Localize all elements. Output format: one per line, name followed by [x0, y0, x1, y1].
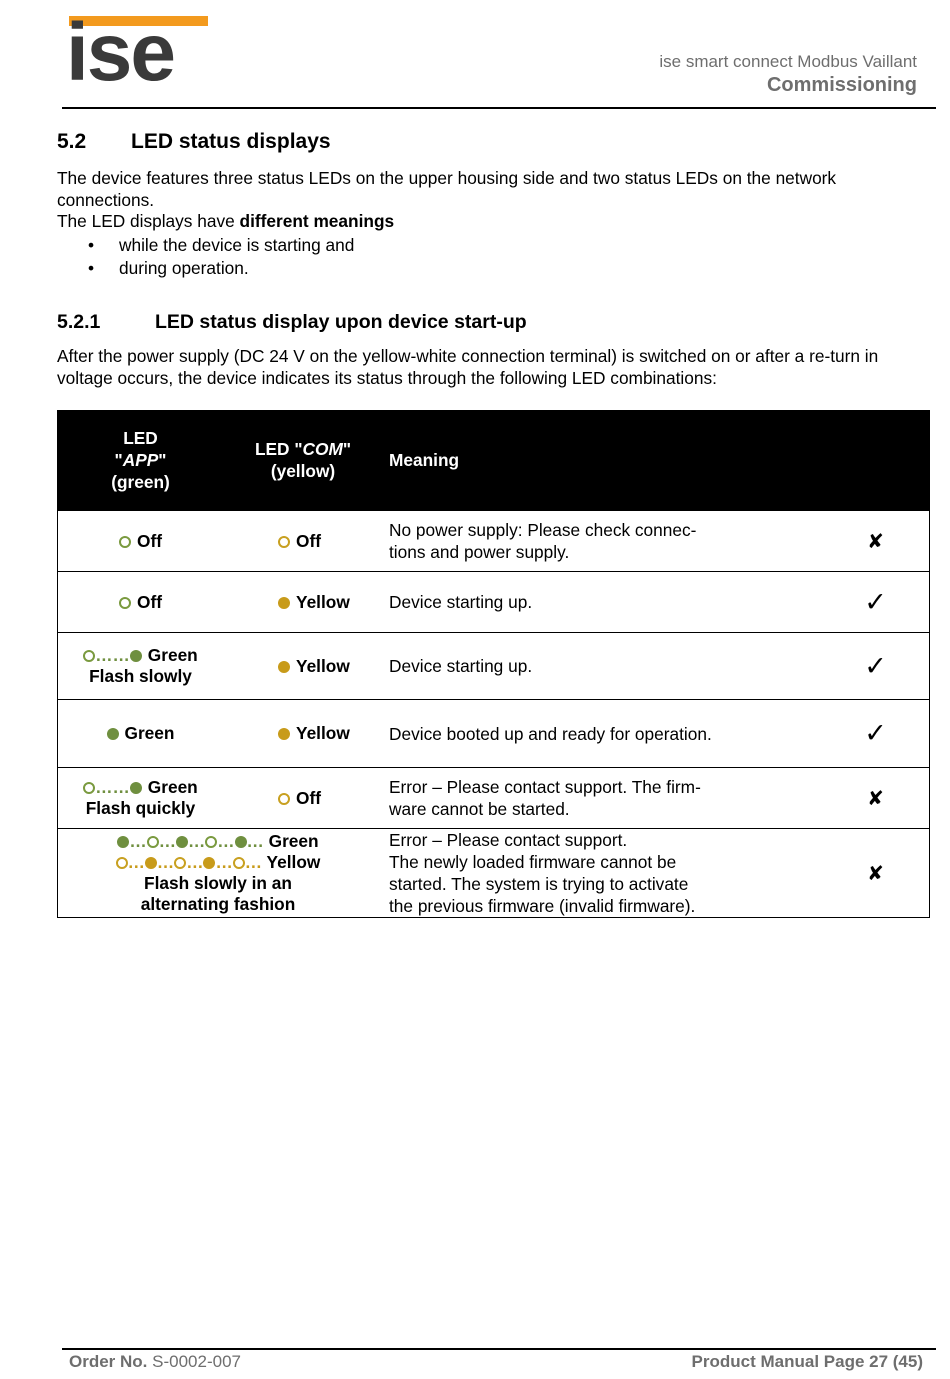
flash-dots: …	[158, 831, 176, 851]
status-cell	[822, 633, 930, 700]
cross-icon: ✘	[867, 862, 884, 885]
meaning-cell	[383, 572, 822, 633]
app-cell	[58, 768, 224, 829]
flash-dots: …	[244, 852, 263, 872]
column-header-meaning: Meaning	[383, 410, 822, 511]
meaning-line: started. The system is trying to activate	[389, 874, 689, 894]
list-item	[57, 257, 354, 280]
app-header-line-3: (green)	[111, 472, 170, 492]
led-off-icon	[205, 836, 217, 848]
flash-dots: ……	[95, 645, 130, 665]
com-state: Yellow	[296, 723, 350, 743]
flash-dots: ……	[95, 777, 130, 797]
app-cell	[58, 700, 224, 768]
section-number: 5.2	[57, 130, 87, 153]
flash-dots: …	[186, 852, 204, 872]
chapter-name: Commissioning	[766, 74, 917, 96]
yellow-label: Yellow	[266, 852, 321, 872]
column-header-com	[223, 410, 383, 511]
footer-divider	[62, 1348, 936, 1350]
meaning-cell	[383, 633, 822, 700]
intro-line-1: The device features three status LEDs on the upper housing side and two status LEDs on the network connections.	[57, 168, 837, 210]
led-off-icon	[119, 597, 131, 609]
led-green-icon	[130, 782, 142, 794]
subsection-text: After the power supply (DC 24 V on the yellow-white connection terminal) is switched on or after a re-turn in voltage occurs, the device indicates its status through the following LED combinations:	[57, 346, 879, 388]
table-row	[58, 700, 930, 768]
status-cell	[822, 829, 930, 918]
meaning-line: ware cannot be started.	[389, 799, 570, 819]
led-green-icon	[130, 650, 142, 662]
led-off-icon	[278, 536, 290, 548]
led-off-icon	[147, 836, 159, 848]
com-cell	[223, 511, 383, 572]
led-off-icon	[174, 857, 186, 869]
com-header-prefix: LED "	[254, 439, 303, 459]
meaning-line: No power supply: Please check connec-	[389, 520, 697, 540]
page-info: Product Manual Page 27 (45)	[691, 1352, 923, 1371]
led-yellow-icon	[203, 857, 215, 869]
flash-dots: …	[156, 852, 175, 872]
meaning-cell	[383, 768, 822, 829]
green-pattern	[58, 831, 338, 852]
led-yellow-icon	[278, 728, 290, 740]
led-green-icon	[107, 728, 119, 740]
order-value: S-0002-007	[152, 1352, 241, 1371]
meaning-line: the previous firmware (invalid firmware).	[389, 896, 696, 916]
list-item	[57, 234, 354, 257]
section-heading	[57, 130, 331, 154]
led-status-table	[57, 410, 930, 918]
flash-mode: Flash slowly in an	[144, 873, 292, 893]
led-green-icon	[235, 836, 247, 848]
meaning-cell	[383, 700, 822, 768]
meaning-line: Device booted up and ready for operation.	[389, 723, 712, 744]
com-cell	[223, 572, 383, 633]
company-logo	[66, 7, 211, 98]
meaning-cell	[383, 829, 822, 918]
status-cell	[822, 511, 930, 572]
product-name: ise smart connect Modbus Vaillant	[659, 52, 917, 71]
subsection-heading	[57, 311, 527, 334]
led-green-icon	[176, 836, 188, 848]
green-label: Green	[268, 831, 319, 851]
quote-open: "	[114, 450, 123, 470]
intro-line-2-bold: different meanings	[239, 211, 395, 231]
led-off-icon	[278, 793, 290, 805]
yellow-pattern	[58, 852, 338, 873]
flash-mode: alternating fashion	[140, 894, 296, 914]
bullet-icon: •	[88, 258, 95, 278]
app-cell	[58, 633, 224, 700]
led-off-icon	[83, 650, 95, 662]
checkmark-icon: ✓	[864, 586, 887, 617]
checkmark-icon: ✓	[864, 650, 887, 681]
table-row	[58, 572, 930, 633]
app-state: Off	[137, 591, 162, 612]
meaning-line: tions and power supply.	[389, 542, 570, 562]
app-cell	[58, 511, 224, 572]
led-off-icon	[116, 857, 128, 869]
com-led-name: COM	[302, 439, 343, 459]
cross-icon: ✘	[867, 530, 884, 553]
app-state: Green	[147, 645, 198, 665]
bullet-icon: •	[88, 235, 95, 255]
table-row	[58, 511, 930, 572]
column-header-status	[822, 410, 930, 511]
meaning-line: Device starting up.	[389, 656, 533, 676]
flash-dots: …	[187, 831, 206, 851]
flash-dots: …	[246, 831, 264, 851]
logo-text: ise	[66, 7, 174, 98]
status-cell	[822, 700, 930, 768]
intro-line-2-prefix: The LED displays have	[57, 211, 240, 231]
led-yellow-icon	[278, 661, 290, 673]
app-state: Green	[147, 777, 198, 797]
meaning-line: Error – Please contact support. The firm-	[389, 777, 701, 797]
app-led-name: APP	[122, 450, 159, 470]
com-header-suffix: "	[342, 439, 352, 459]
list-item-text: during operation.	[119, 258, 249, 278]
led-off-icon	[233, 857, 245, 869]
cross-icon: ✘	[867, 787, 884, 810]
led-yellow-icon	[278, 597, 290, 609]
led-green-icon	[117, 836, 129, 848]
section-title: LED status displays	[131, 130, 331, 153]
section-intro	[57, 168, 927, 233]
app-state: Green	[124, 723, 175, 743]
table-row	[58, 633, 930, 700]
table-header-row	[58, 410, 930, 511]
app-cell	[58, 572, 224, 633]
flash-mode: Flash quickly	[85, 798, 196, 818]
column-header-app	[58, 410, 224, 511]
combined-led-cell	[58, 829, 384, 918]
app-flash-pattern	[58, 645, 223, 666]
com-state: Off	[296, 787, 321, 808]
meaning-line: Error – Please contact support.	[389, 830, 628, 850]
app-state: Off	[137, 530, 162, 551]
flash-dots: …	[215, 852, 233, 872]
intro-line-2	[57, 211, 927, 233]
document-header	[659, 51, 917, 98]
flash-dots: …	[129, 831, 147, 851]
bullet-list	[57, 234, 354, 280]
list-item-text: while the device is starting and	[119, 235, 355, 255]
status-cell	[822, 572, 930, 633]
flash-dots: …	[127, 852, 145, 872]
meaning-cell	[383, 511, 822, 572]
checkmark-icon: ✓	[864, 718, 887, 748]
led-off-icon	[83, 782, 95, 794]
table-row	[58, 768, 930, 829]
subsection-title: LED status display upon device start-up	[155, 311, 527, 333]
app-header-line-1: LED	[123, 428, 158, 448]
flash-mode: Flash slowly	[89, 666, 192, 686]
order-label: Order No.	[69, 1352, 148, 1371]
led-yellow-icon	[145, 857, 157, 869]
flash-dots: …	[217, 831, 235, 851]
com-state: Yellow	[296, 591, 350, 612]
quote-close: "	[158, 450, 167, 470]
com-state: Yellow	[296, 655, 350, 676]
led-off-icon	[119, 536, 131, 548]
com-header-line-1	[223, 438, 383, 460]
meaning-line: Device starting up.	[389, 592, 533, 612]
com-header-line-2: (yellow)	[270, 461, 336, 481]
com-state: Off	[296, 530, 321, 551]
meaning-line: The newly loaded firmware cannot be	[389, 852, 677, 872]
order-number	[69, 1352, 241, 1372]
com-cell	[223, 700, 383, 768]
app-flash-pattern	[58, 777, 223, 798]
com-cell	[223, 768, 383, 829]
app-header-line-2	[58, 449, 223, 471]
header-divider	[62, 107, 936, 109]
table-row	[58, 829, 930, 918]
subsection-number: 5.2.1	[57, 311, 101, 333]
com-cell	[223, 633, 383, 700]
status-cell	[822, 768, 930, 829]
